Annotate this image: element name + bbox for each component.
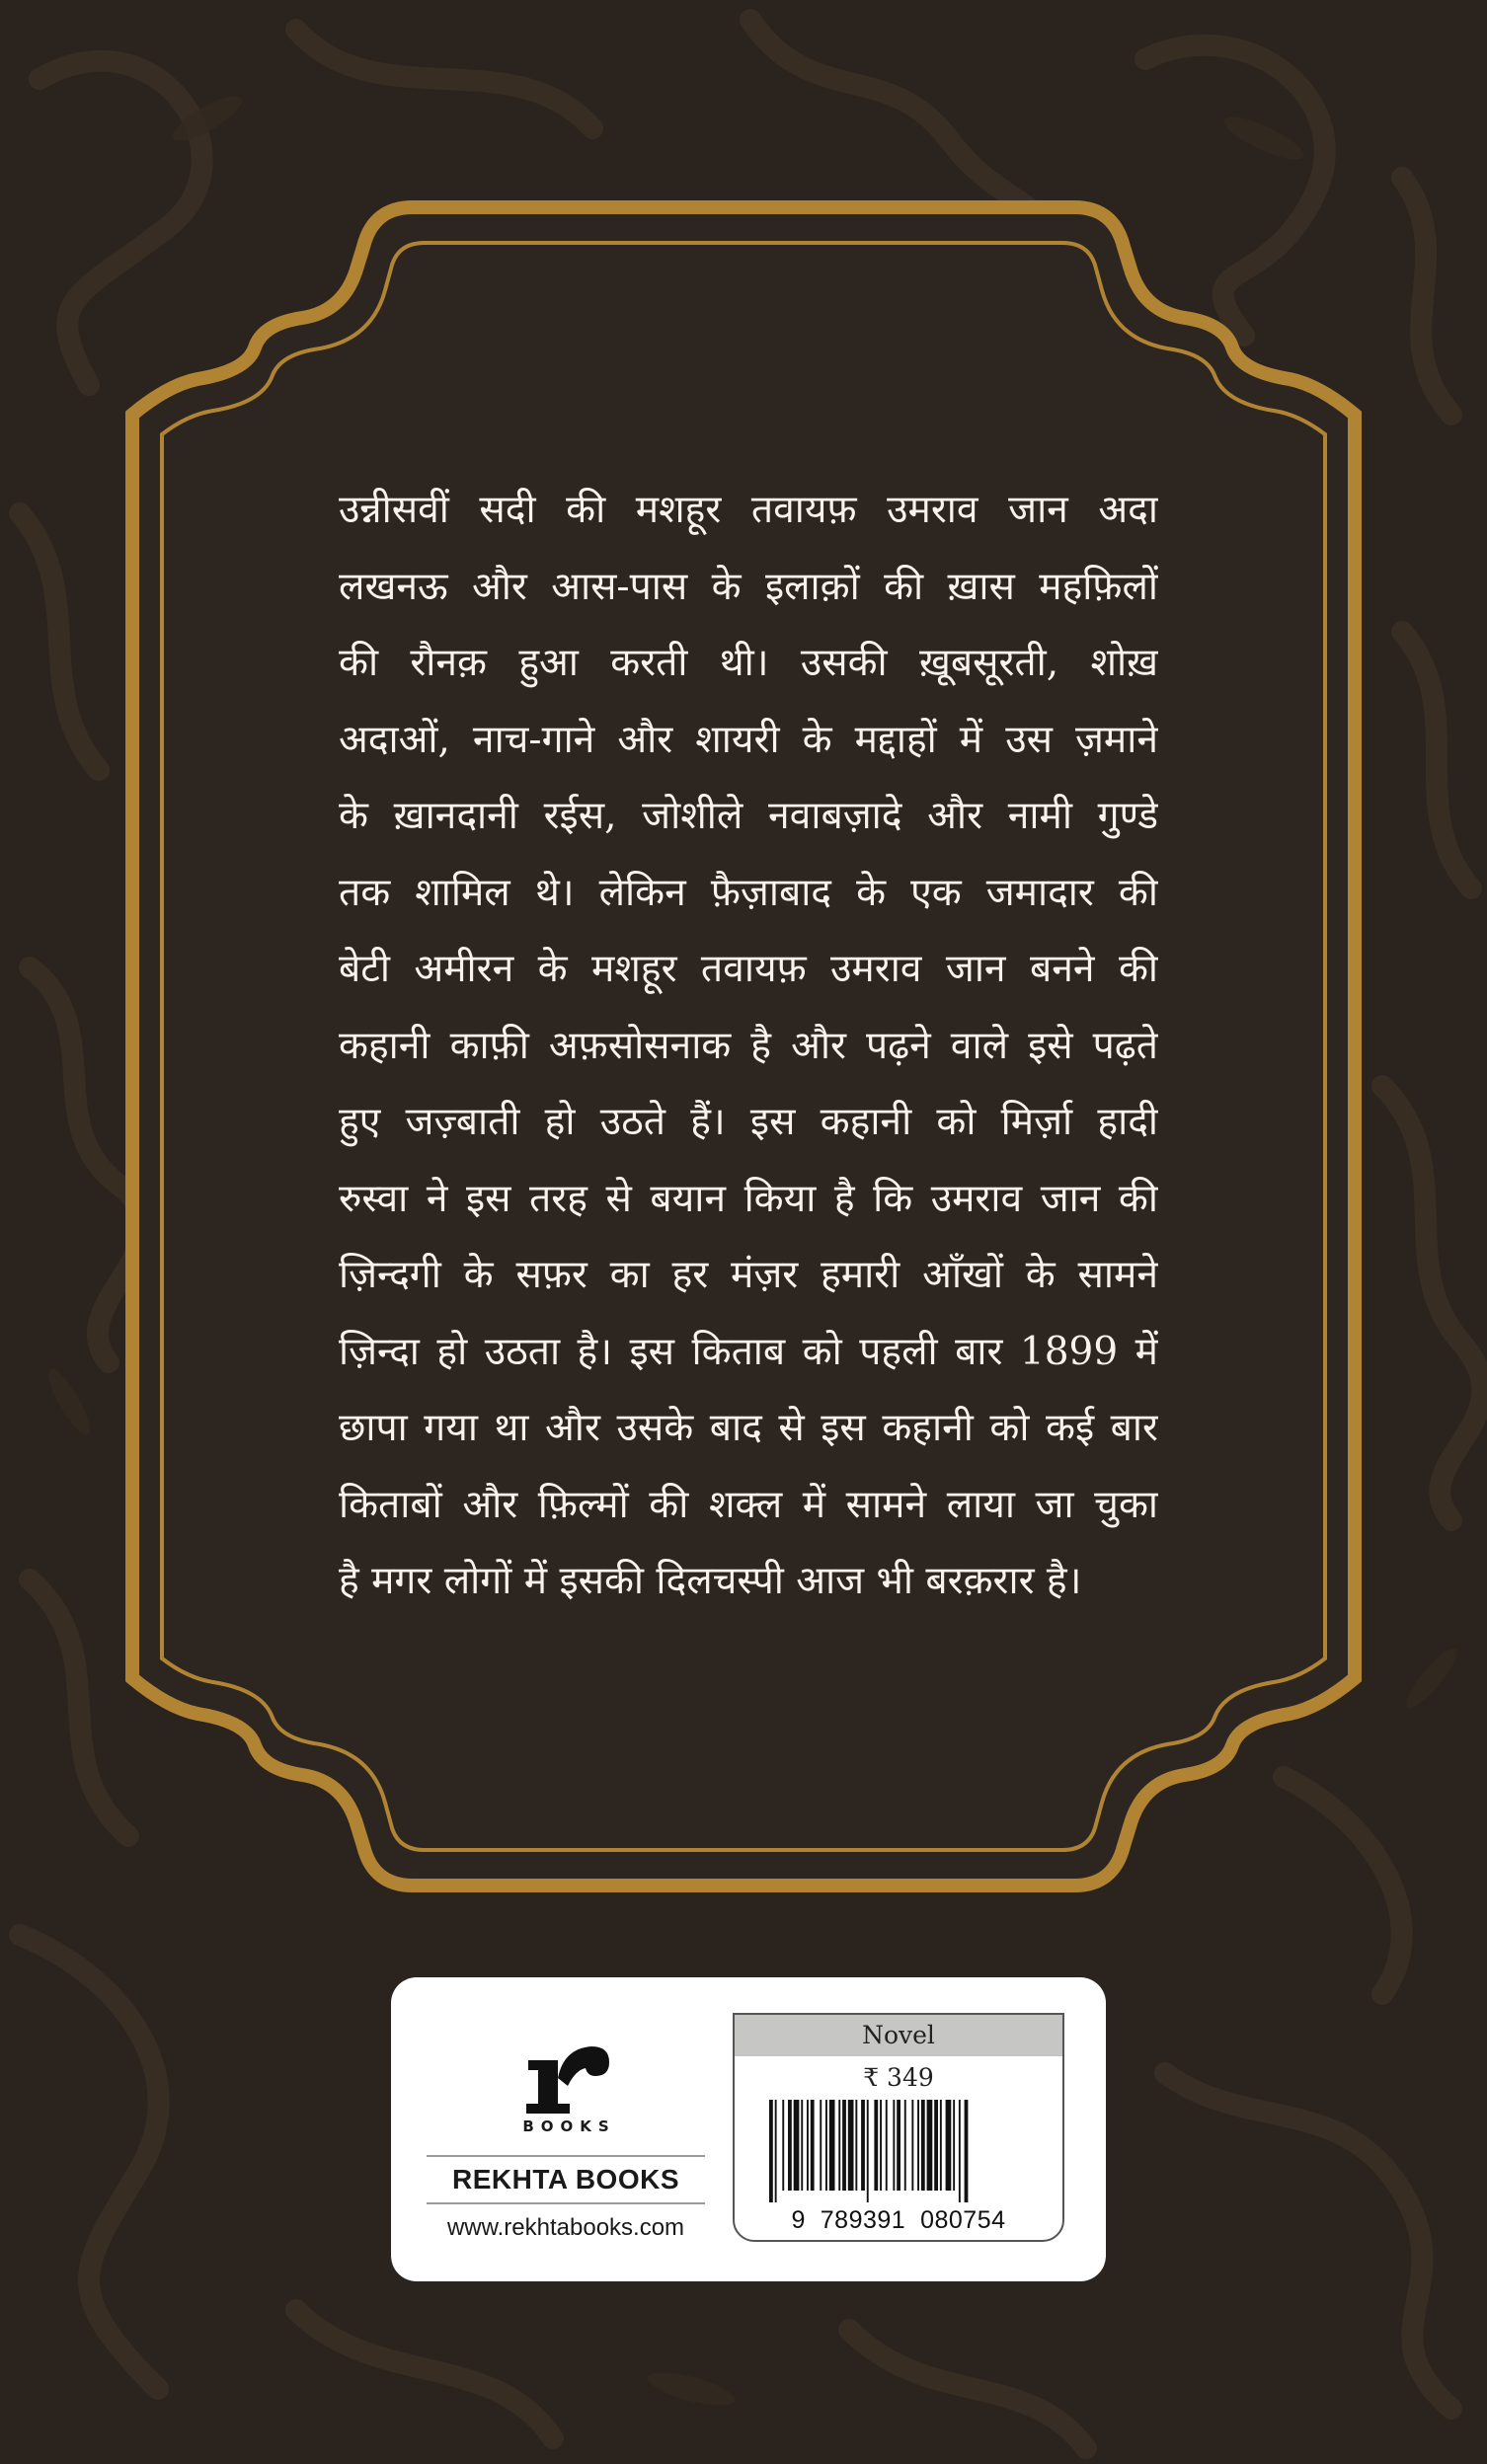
blurb-line: हुए जज़्बाती हो उठते हैं। इस कहानी को मिर्ज़ा हादी <box>339 1100 1158 1144</box>
barcode-bar <box>911 2100 913 2191</box>
publisher-block <box>427 2027 705 2264</box>
barcode-bar <box>788 2100 792 2191</box>
barcode-bar <box>927 2100 933 2191</box>
barcode-bar <box>917 2100 919 2191</box>
isbn-barcode <box>765 2100 1032 2202</box>
barcode-bar <box>775 2100 777 2202</box>
blurb-line: उन्नीसवीं सदी की मशहूर तवायफ़ उमराव जान अदा <box>339 488 1158 532</box>
blurb-line: लखनऊ और आस-पास के इलाक़ों की ख़ास महफ़िलों <box>339 564 1158 609</box>
blurb-line: अदाओं, नाच-गाने और शायरी के मद्दाहों में उस ज़माने <box>339 717 1158 762</box>
barcode-bar <box>893 2100 895 2191</box>
publisher-website: www.rekhtabooks.com <box>446 2214 685 2241</box>
price-label: ₹ 349 <box>863 2063 934 2092</box>
barcode-bar <box>769 2100 773 2202</box>
barcode-bar <box>886 2100 888 2191</box>
blurb-line: के ख़ानदानी रईस, जोशीले नवाबज़ादे और नामी गुण्डे <box>339 794 1158 838</box>
blurb-line: तक शामिल थे। लेकिन फ़ैज़ाबाद के एक जमादार की <box>339 870 1158 915</box>
barcode-bar <box>801 2100 803 2191</box>
blurb-line: रुस्वा ने इस तरह से बयान किया है कि उमराव जान की <box>339 1176 1158 1221</box>
barcode-bar <box>838 2100 840 2191</box>
barcode-bar <box>807 2100 809 2191</box>
divider <box>427 2202 705 2204</box>
blurb-line: की रौनक़ हुआ करती थी। उसकी ख़ूबसूरती, शोख़ <box>339 641 1158 685</box>
blurb-line: ज़िन्दगी के सफ़र का हर मंज़र हमारी आँखों के सामने <box>339 1253 1158 1297</box>
barcode-bar <box>820 2100 822 2191</box>
blurb-line: छापा गया था और उसके बाद से इस कहानी को कई बार <box>339 1406 1158 1450</box>
barcode-bar <box>829 2100 835 2191</box>
barcode-bar <box>959 2100 961 2202</box>
blurb-line: बेटी अमीरन के मशहूर तवायफ़ उमराव जान बनने की <box>339 947 1158 991</box>
isbn-number: 9 789391 080754 <box>791 2206 1006 2234</box>
blurb-line: कहानी काफ़ी अफ़सोसनाक है और पढ़ने वाले इसे पढ़ते <box>339 1023 1158 1068</box>
barcode-bar <box>953 2100 955 2191</box>
barcode-bar <box>946 2100 952 2191</box>
barcode-bar <box>855 2100 857 2191</box>
barcode-label <box>733 2013 1064 2242</box>
barcode-bar <box>921 2100 925 2191</box>
blurb-line: किताबों और फ़िल्मों की शक्ल में सामने लाया जा चुका <box>339 1482 1158 1527</box>
barcode-bar <box>842 2100 846 2191</box>
barcode-bar <box>874 2100 878 2191</box>
rekhta-r-logo-icon <box>507 2027 625 2116</box>
barcode-bar <box>811 2100 815 2191</box>
barcode-bar <box>867 2100 869 2202</box>
barcode-bar <box>825 2100 827 2191</box>
barcode-bar <box>861 2100 865 2191</box>
barcode-bar <box>880 2100 882 2191</box>
barcode-bar <box>934 2100 938 2191</box>
blurb-line: है मगर लोगों में इसकी दिलचस्पी आज भी बरक़रार है। <box>339 1559 1082 1603</box>
barcode-bar <box>782 2100 784 2191</box>
logo-books-word: BOOKS <box>522 2118 616 2135</box>
blurb-line: ज़िन्दा हो उठता है। इस किताब को पहली बार 1899 में <box>339 1329 1158 1374</box>
publisher-name: REKHTA BOOKS <box>452 2164 679 2194</box>
book-blurb <box>339 472 1158 1627</box>
barcode-bar <box>965 2100 969 2202</box>
barcode-bar <box>897 2100 900 2191</box>
barcode-bar <box>848 2100 854 2191</box>
genre-label: Novel <box>735 2015 1062 2056</box>
publisher-barcode-panel <box>391 1977 1106 2281</box>
barcode-bar <box>940 2100 942 2191</box>
barcode-bar <box>904 2100 906 2191</box>
barcode-bar <box>794 2100 800 2191</box>
